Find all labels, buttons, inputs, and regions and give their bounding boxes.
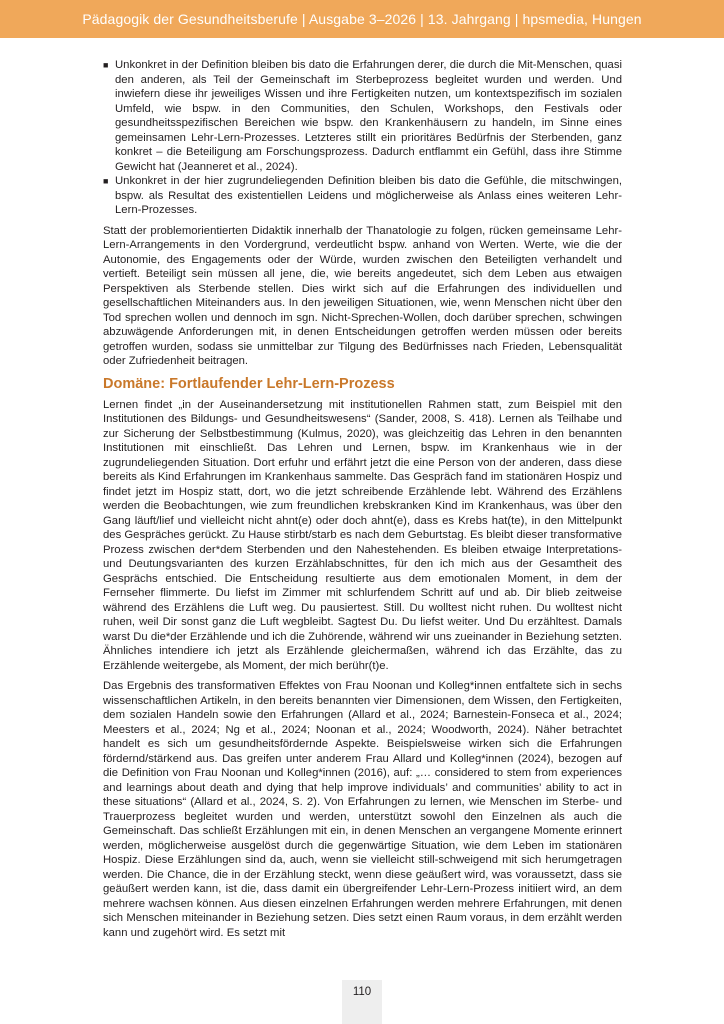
body-paragraph: Das Ergebnis des transformativen Effektes von Frau Noonan und Kolleg*innen entfaltete sich in sechs wissenschaftlichen Artikeln, in den bereits benannten vier Dimensionen, dem Wissen, den Fertigkeiten, dem sozialen Handeln sowie den Erfahrungen (Allard et al., 2024; Barnestein-Fonseca et al., 2024; Meesters et al., 2024; Ng et al., 2024; Noonan et al., 2024; Woodworth, 2024). Näher betrachtet handelt es sich um gesundheitsfördernde Aspekte. Beispielsweise wirken sich die Erfahrungen fördernd/stärkend aus. Das greifen unter anderem Frau Allard und Kolleg*innen (2024), bezogen auf die Definition von Frau Noonan und Kolleg*innen (2016), auf: „… considered to stem from experiences and learnings about death and dying that help improve individuals’ and communities’ ability to act in these situations“ (Allard et al., 2024, S. 2). Von Erfahrungen zu lernen, wie Menschen im Sterbe- und Trauerprozess begleitet wurden und werden, unterstützt sowohl den Einzelnen als auch die Gemeinschaft. Das schließt Erzählungen mit ein, in denen Menschen an vergangene Momente erinnert werden, möglicherweise ausgelöst durch die gegenwärtige Situation, wie dem Leben im stationären Hospiz. Diese Erzählungen sind da, auch, wenn sie vielleicht still-schweigend mit sich herumgetragen werden. Die Chance, die in der Erzählung steckt, wenn diese geäußert wird, was voraussetzt, dass sie geäußert werden kann, ist die, dass damit ein übergreifender Lehr-Lern-Prozess initiiert wird, an dem mehrere wachsen können. Aus diesen einzelnen Erfahrungen werden mehrere Erfahrungen, mit denen sich Menschen miteinander in Beziehung setzen. Dies setzt einen Raum voraus, in dem erzählt werden kann und zugehört wird. Es setzt mit: [103, 680, 622, 939]
header-band: [0, 0, 724, 38]
bullet-square-icon: ■: [103, 176, 109, 186]
article-body: [103, 58, 622, 946]
body-paragraph: Lernen findet „in der Auseinandersetzung mit institutionellen Rahmen statt, zum Beispiel mit den Institutionen des Bildungs- und Gesundheitswesens“ (Sander, 2008, S. 418). Lernen als Teilhabe und zur Sicherung der Selbstbestimmung (Kulmus, 2020), was gleichzeitig das Lehren in den benannten Institutionen mit einschließt. Das Lehren und Lernen, bspw. im Krankenhaus wie in der zugrundeliegenden Situation. Dort erfuhr und erfährt jetzt die eine Person von der anderen, dass diese bereits als Kind Erfahrungen im Krankenhaus sammelte. Das Gespräch fand im stationären Hospiz und findet jetzt im Hospiz statt, dort, wo die jetzt schreibende Erzählende lebt. Während des Erzählens werden die Beobachtungen, wie zum freundlichen krebskranken Kind im Krankenhaus, was über den Gang läuft/lief und vielleicht nicht ahnt(e) oder doch ahnt(e), dass es Krebs hat(te), in den Mittelpunkt des Gespräches gerückt. Zu Hause stirbt/starb es nach dem Geburtstag. Es bleibt dieser transformative Prozess zwischen der*dem Sterbenden und den Nahestehenden. Es bleiben etwaige Interpretations- und Deutungsvarianten des kurzen Erzählabschnittes, für den ich mich aus der Gesamtheit des Gesprächs entschied. Die Entscheidung resultierte aus dem emotionalen Moment, in dem der Fernseher flimmerte. Du liefst im Zimmer mit schlurfendem Schritt auf und ab. Dir blieb zeitweise während des Erzählens die Luft weg. Du pausiertest. Still. Du wolltest nicht ruhen. Du wolltest nicht ruhen, weil Dir sonst ganz die Luft wegbleibt. Sagtest Du. Du liefst weiter. Und Du erzähltest. Damals warst Du die*der Erzählende und ich die Zuhörende, während wir uns zueinander in Beziehung setzten. Ähnliches intendiere ich jetzt als Erzählende gleichermaßen, während ich das Erzählte, das zu Erzählende weitergebe, als Moment, der mich berühr(t)e.: [103, 398, 622, 672]
page-number-box: [342, 980, 382, 1024]
bullet-square-icon: ■: [103, 60, 109, 70]
list-item: [103, 174, 622, 218]
bullet-list: [103, 58, 622, 218]
list-item: [103, 58, 622, 174]
bullet-text: Unkonkret in der hier zugrundeliegenden Definition bleiben bis dato die Gefühle, die mitschwingen, bspw. als Resultat des existentiellen Leidens und möglicherweise als Anlass eines weiteren Lehr-Lern-Prozesses.: [115, 175, 622, 216]
journal-header-title: Pädagogik der Gesundheitsberufe | Ausgabe 3–2026 | 13. Jahrgang | hpsmedia, Hungen: [82, 11, 642, 27]
body-paragraph: Statt der problemorientierten Didaktik innerhalb der Thanatologie zu folgen, rücken gemeinsame Lehr-Lern-Arrangements in den Vordergrund, verdeutlicht bspw. anhand von Werten. Werte, wie die der Autonomie, des Engagements oder der Würde, wurden zwischen den Beteiligten verhandelt und vertieft. Beteiligt sein müssen all jene, die, wie bereits angedeutet, sich dem Leben aus etwaigen Perspektiven als Sterbende stellen. Dies wirkt sich auf die Erfahrungen des individuellen und gesellschaftlichen Miteinanders aus. In den jeweiligen Situationen, wie, wenn Menschen nicht über den Tod sprechen wollen und dennoch im sgn. Nicht-Sprechen-Wollen, doch darüber sprechen, schwingen abzuwägende Anforderungen mit, in denen Entscheidungen getroffen werden müssen oder bereits getroffen wurden, sodass sie unmittelbar zur Tilgung des Bedürfnisses nach Frieden, Lebensqualität oder Zufriedenheit beitragen.: [103, 224, 622, 367]
bullet-text: Unkonkret in der Definition bleiben bis dato die Erfahrungen derer, die durch die Mit-Menschen, quasi den anderen, als Teil der Gemeinschaft im Sterbeprozess begleitet wurden und werden. Und inwiefern diese ihr jeweiliges Wissen und ihre Fertigkeiten nutzen, um kontextspezifisch im sozialen Umfeld, wie bspw. in den Communities, den Schulen, Workshops, den Festivals oder gesundheitsspezifischen Bereichen wie bspw. den Krankenhäusern zu handeln, im Sinne eines gemeinsamen Lehr-Lern-Prozesses. Letzteres stillt ein prioritäres Bedürfnis der Sterbenden, ganz konkret – die Beteiligung am Forschungsprozess. Dadurch entflammt ein Gefühl, dass ihre Stimme Gewicht hat (Jeanneret et al., 2024).: [115, 59, 622, 173]
section-heading: Domäne: Fortlaufender Lehr-Lern-Prozess: [103, 375, 395, 392]
page-number: 110: [352, 986, 372, 998]
